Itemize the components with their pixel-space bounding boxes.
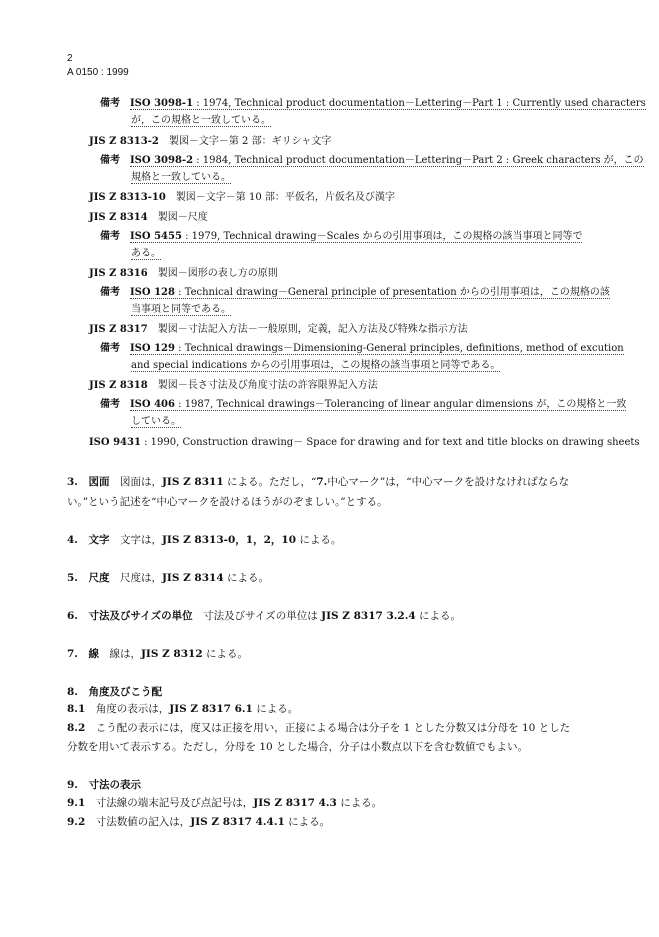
ref-note-iso3098-1-cont: が，この規格と一致している。 (131, 115, 271, 126)
section-3-heading: 3. 図面 図面は，JIS Z 8311 による。ただし，“7.中心マーク”は，“中心マークを設けなければならな (67, 476, 570, 488)
section-4: 4. 文字 文字は，JIS Z 8313-0，1，2，10 による。 (67, 534, 342, 546)
section-9-2: 9.2 寸法数値の記入は，JIS Z 8317 4.4.1 による。 (67, 816, 331, 828)
ref-note-iso5455: 備考 ISO 5455 : 1979, Technical drawing－Scales からの引用事項は，この規格の該当事項と同等で (100, 231, 583, 242)
ref-note-iso128: 備考 ISO 128 : Technical drawing－General principle of presentation からの引用事項は，この規格の該 (100, 287, 610, 298)
ref-note-iso3098-2: 備考 ISO 3098-2 : 1984, Technical product documentation－Lettering－Part 2 : Greek characters が，この (100, 155, 644, 166)
ref-jis-z8313-10: JIS Z 8313-10 製図－文字－第 10 部：平仮名，片仮名及び漢字 (89, 192, 395, 203)
page-number: 2 (67, 53, 73, 64)
ref-note-iso3098-2-cont: 規格と一致している。 (131, 172, 231, 183)
ref-jis-z8314: JIS Z 8314 製図－尺度 (89, 212, 208, 223)
ref-note-iso406: 備考 ISO 406 : 1987, Technical drawings－Tolerancing of linear angular dimensions が，この規格と一致 (100, 399, 627, 410)
ref-note-iso129: 備考 ISO 129 : Technical drawings－Dimensioning-General principles, definitions, method of excution (100, 343, 624, 354)
section-9-heading: 9. 寸法の表示 (67, 779, 141, 791)
section-9-1: 9.1 寸法線の端末記号及び点記号は，JIS Z 8317 4.3 による。 (67, 797, 383, 809)
section-8-2: 8.2 こう配の表示には，度又は正接を用い，正接による場合は分子を 1 とした分数又は分母を 10 とした (67, 722, 571, 734)
ref-jis-z8316: JIS Z 8316 製図－図形の表し方の原則 (89, 268, 278, 279)
section-8-1: 8.1 角度の表示は，JIS Z 8317 6.1 による。 (67, 703, 299, 715)
ref-iso9431: ISO 9431 : 1990, Construction drawing－ Space for drawing and for text and title blocks on drawing sheets (89, 437, 640, 448)
section-5: 5. 尺度 尺度は，JIS Z 8314 による。 (67, 572, 269, 584)
section-3-body: い。”という記述を“中心マークを設けるほうがのぞましい。”とする。 (67, 496, 388, 508)
section-8-2-cont: 分数を用いて表示する。ただし，分母を 10 とした場合，分子は小数点以下を含む数値でもよい。 (67, 741, 529, 753)
standard-reference: A 0150 : 1999 (67, 67, 129, 78)
ref-note-iso129-cont: and special indications からの引用事項は，この規格の該当事項と同等である。 (131, 360, 501, 371)
ref-jis-z8317: JIS Z 8317 製図－寸法記入方法－一般原則，定義，記入方法及び特殊な指示方法 (89, 324, 468, 335)
ref-jis-z8313-2: JIS Z 8313-2 製図－文字－第 2 部：ギリシャ文字 (89, 136, 332, 147)
section-6: 6. 寸法及びサイズの単位 寸法及びサイズの単位は JIS Z 8317 3.2.4 による。 (67, 610, 462, 622)
section-8-heading: 8. 角度及びこう配 (67, 686, 162, 698)
section-7: 7. 線 線は，JIS Z 8312 による。 (67, 648, 248, 660)
ref-note-iso5455-cont: ある。 (131, 248, 161, 259)
ref-note-iso3098-1: 備考 ISO 3098-1 : 1974, Technical product documentation－Lettering－Part 1 : Currently used characters (100, 98, 646, 109)
ref-jis-z8318: JIS Z 8318 製図－長さ寸法及び角度寸法の許容限界記入方法 (89, 380, 378, 391)
ref-note-iso128-cont: 当事項と同等である。 (131, 304, 231, 315)
ref-note-iso406-cont: している。 (131, 416, 181, 427)
